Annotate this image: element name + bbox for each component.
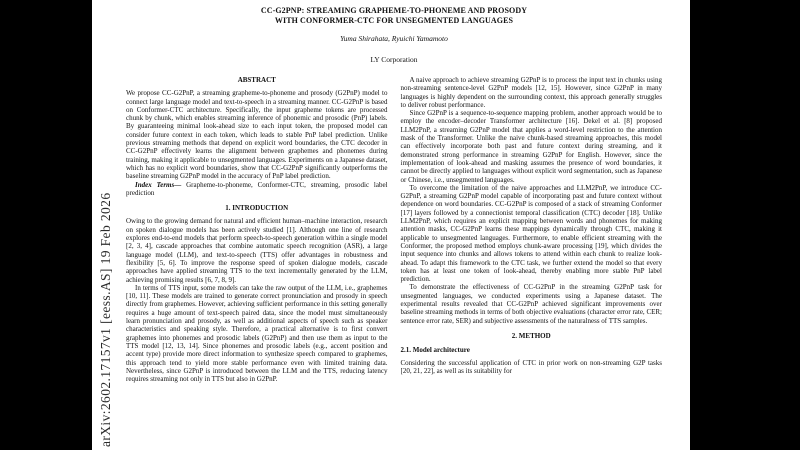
arxiv-watermark: arXiv:2602.17157v1 [eess.AS] 19 Feb 2026: [98, 192, 113, 447]
introduction-paragraph-2: In terms of TTS input, some models can take the raw output of the LLM, i.e., graphemes [10, 11]. These models are trained to generate correct pronunciation and prosody in speech directly from graphemes. However, achieving sufficient performance in this setting generally requires a huge amount of text-speech paired data, since the model must simultaneously learn pronunciation and prosody, as well as additional aspects of speech such as speaker characteristics and speaking style. Therefore, a practical alternative is to first convert graphemes into phonemes and prosodic labels (G2PnP) and then use them as input to the TTS model [12, 13, 14]. Since phonemes and prosodic labels (e.g., accent position and accent type) provide more direct information to synthesize speech compared to graphemes, this approach tend to yield more stable performance even with limited training data. Nevertheless, since G2PnP is introduced between the LLM and the TTS, reducing latency requires streaming not only in TTS but also in G2PnP.: [126, 283, 388, 384]
method-heading: 2. METHOD: [511, 331, 551, 340]
paper-content: [126, 6, 662, 383]
introduction-paragraph-3: A naive approach to achieve streaming G2PnP is to process the input text in chunks using non-streaming sentence-level G2PnP models [12, 15]. However, since G2PnP in many languages is highly dependent on the surrounding context, this approach generally struggles to deliver robust performance.: [400, 76, 662, 109]
abstract-text: We propose CC-G2PnP, a streaming grapheme-to-phoneme and prosody (G2PnP) model to connect large language model and text-to-speech in a streaming manner. CC-G2PnP is based on Conformer-CTC architecture. Specifically, the input grapheme tokens are processed chunk by chunk, which enables streaming inference of phonemic and prosodic (PnP) labels. By guaranteeing minimal look-ahead size to each input token, the proposed model can consider future context in each token, which leads to stable PnP label prediction. Unlike previous streaming methods that depend on explicit word boundaries, the CTC decoder in CC-G2PnP effectively learns the alignment between graphemes and phonemes during training, making it applicable to unsegmented languages. Experiments on a Japanese dataset, which has no explicit word boundaries, show that CC-G2PnP significantly outperforms the baseline streaming G2PnP model in the accuracy of PnP label prediction.: [126, 89, 388, 181]
index-terms-label: Index Terms—: [135, 180, 187, 189]
paper-page: [92, 0, 690, 450]
introduction-heading: 1. INTRODUCTION: [225, 204, 289, 213]
left-column: [126, 76, 388, 383]
abstract-heading: ABSTRACT: [237, 76, 276, 84]
paper-title-line1: CC-G2PNP: STREAMING GRAPHEME-TO-PHONEME AND PROSODY: [260, 6, 528, 15]
introduction-paragraph-6: To demonstrate the effectiveness of CC-G2PnP in the streaming G2PnP task for unsegmented languages, we conducted experiments using a Japanese dataset. The experimental results revealed that CC-G2PnP achieved significant improvements over baseline streaming methods in terms of both objective evaluations (character error rate, CER; sentence error rate, SER) and subjective assessments of the naturalness of TTS samples.: [400, 283, 662, 325]
introduction-paragraph-5: To overcome the limitation of the naive approaches and LLM2PnP, we introduce CC-G2PnP, a streaming G2PnP model capable of incorporating past and future context without dependence on word boundaries. CC-G2PnP is composed of a stack of streaming Conformer [17] layers followed by a connectionist temporal classification (CTC) decoder [18]. Unlike LLM2PnP, which requires an explicit mapping between words and phonemes for making attention masks, CC-G2PnP learns these mappings dynamically through CTC, making it applicable to unsegmented languages. Furthermore, to enable efficient streaming with the Conformer, the proposed method employs chunk-aware processing [19], which divides the input sequence into chunks and allows tokens to attend within each chunk to realize look-ahead. To adapt this framework to the CTC task, we further extend the model so that every token has at least one token of look-ahead, thereby enabling more stable PnP label prediction.: [400, 183, 662, 284]
introduction-paragraph-4: Since G2PnP is a sequence-to-sequence mapping problem, another approach would be to employ the encoder–decoder Transformer architecture [16]. Dekel et al. [8] proposed LLM2PnP, a streaming G2PnP model that applies a word-level restriction to the attention mask of the Transformer. Unlike the naive chunk-based streaming approaches, this model can effectively incorporate both past and future context during streaming, and it demonstrated strong performance in streaming G2PnP for English. However, since the implementation of look-ahead and masking assumes the presence of word boundaries, it cannot be directly applied to languages without explicit word segmentation, such as Japanese or Chinese, i.e., unsegmented languages.: [400, 109, 662, 184]
two-column-body: [126, 76, 662, 383]
model-architecture-subheading: 2.1. Model architecture: [400, 346, 470, 355]
introduction-paragraph-1: Owing to the growing demand for natural and efficient human–machine interaction, research on spoken dialogue models has been actively studied [1]. Although one line of research explores end-to-end models that perform speech-to-speech generation within a single model [2, 3, 4], cascade approaches that combine automatic speech recognition (ASR), a large language model (LLM), and text-to-speech (TTS) offer advantages in robustness and flexibility [5, 6]. To improve the response speed of spoken dialogue models, cascade approaches have applied streaming TTS to the text incrementally generated by the LLM, achieving promising results [6, 7, 8, 9].: [126, 217, 388, 284]
paper-title-line2: WITH CONFORMER-CTC FOR UNSEGMENTED LANGUAGES: [274, 16, 514, 25]
paper-authors: Yuma Shirahata, Ryuichi Yamamoto: [340, 34, 448, 43]
paper-affiliation: LY Corporation: [370, 55, 418, 64]
right-column: [401, 76, 663, 383]
index-terms: [126, 181, 388, 198]
method-paragraph-1: Considering the successful application of CTC in prior work on non-streaming G2P tasks [20, 21, 22], as well as its suitability for: [400, 358, 662, 375]
index-terms-text: Grapheme-to-phoneme, Conformer-CTC, streaming, prosodic label prediction: [126, 180, 388, 197]
paper-title: [126, 6, 662, 26]
